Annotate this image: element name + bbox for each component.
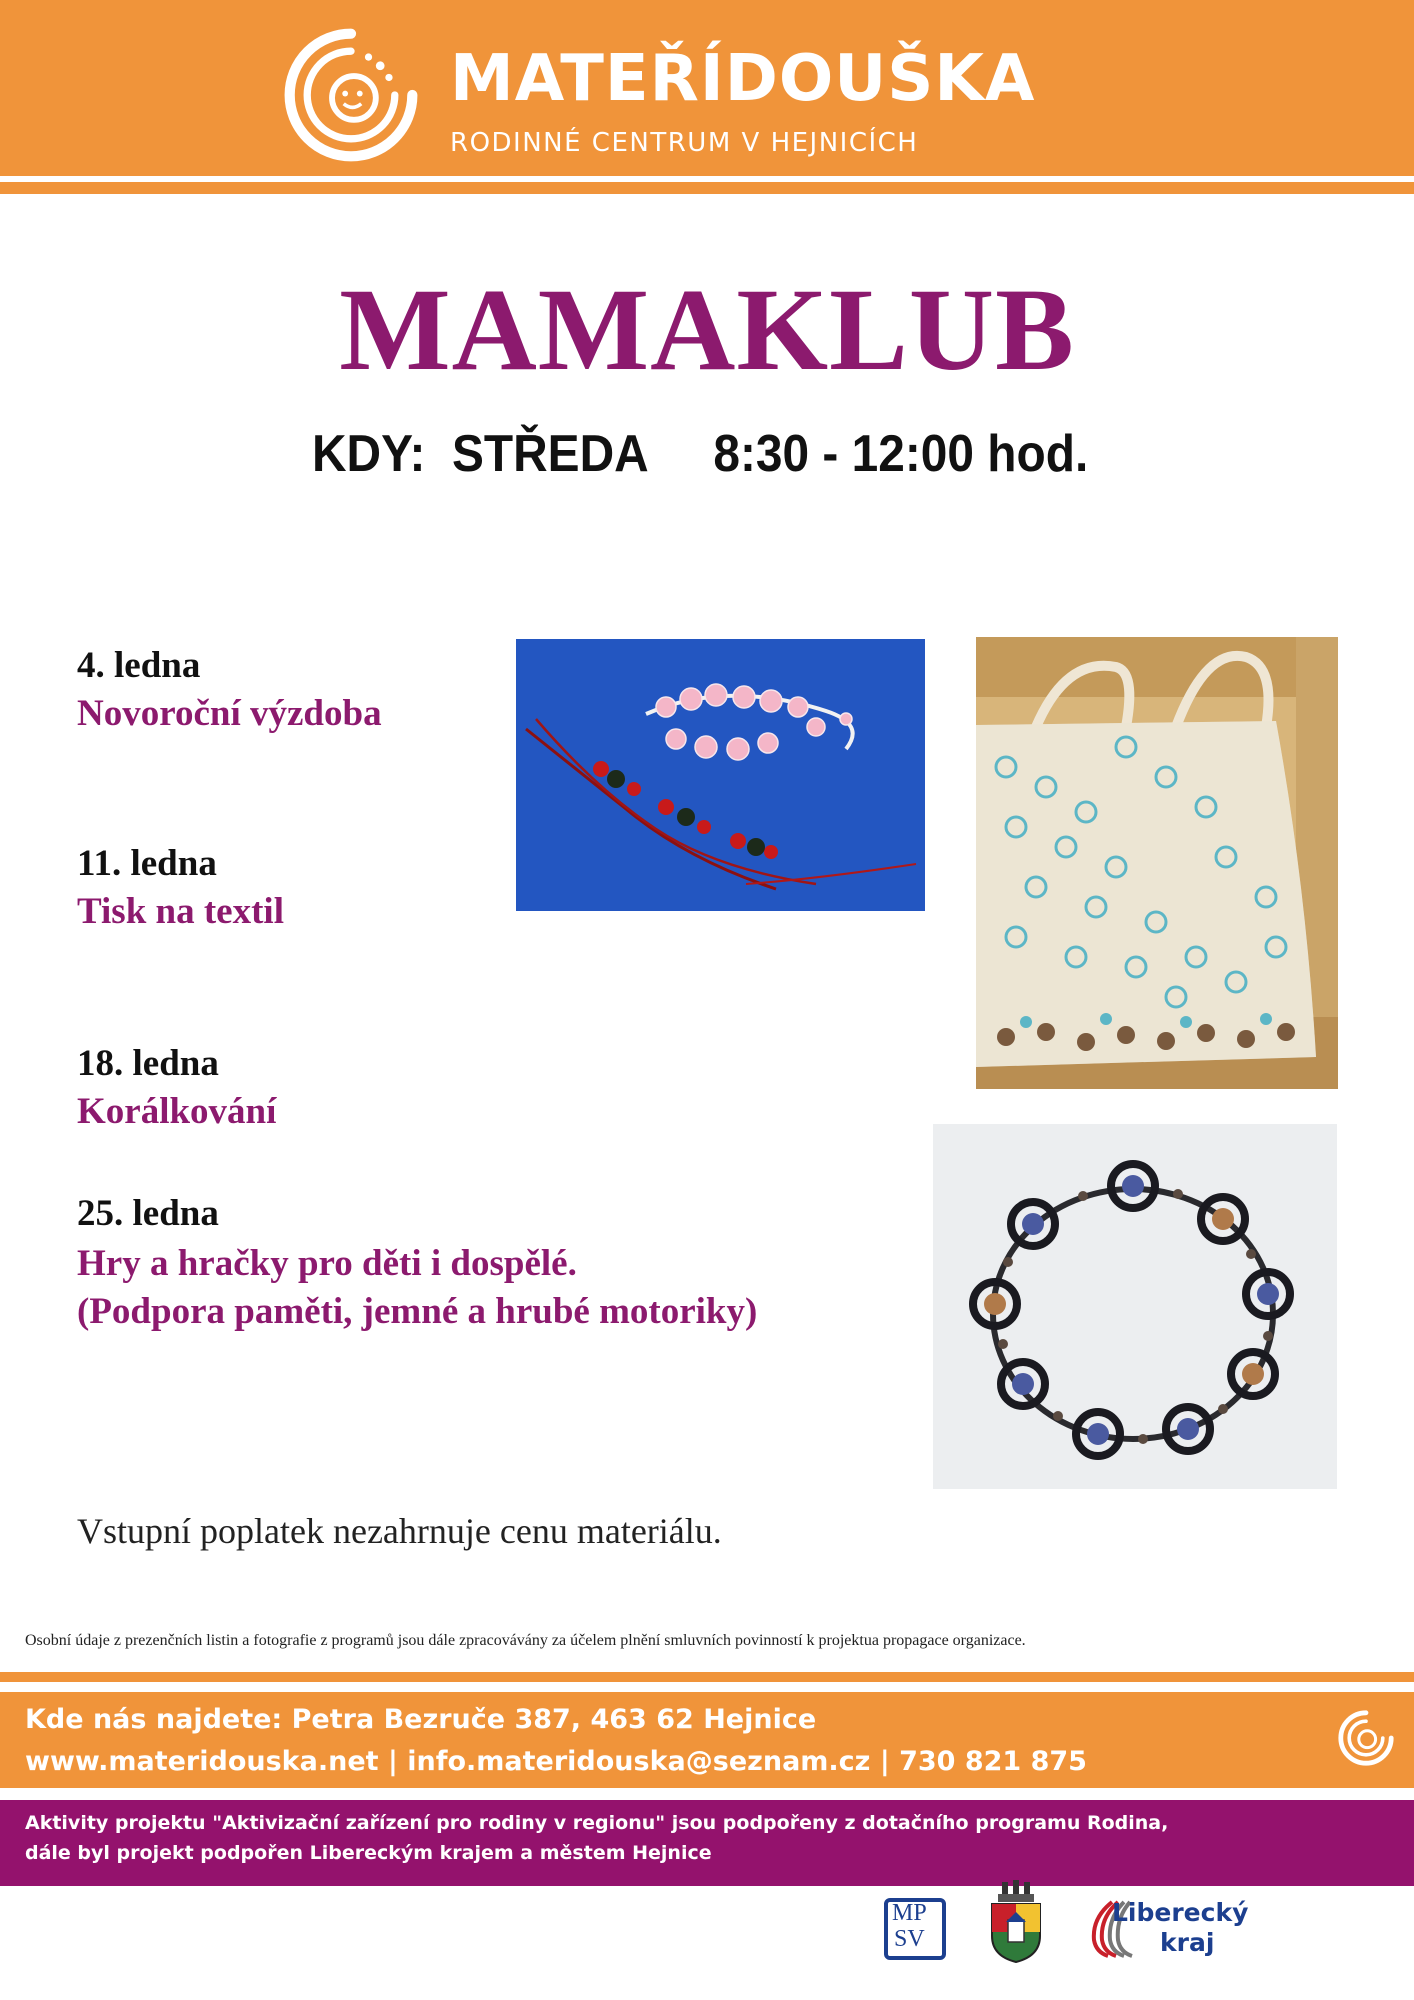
schedule-activity: Hry a hračky pro děti i dospělé. [77,1243,577,1284]
mpsv-logo-bottom: SV [894,1926,925,1952]
schedule-date: 18. ledna [77,1043,219,1084]
when-label: KDY: [312,425,426,483]
schedule-date: 25. ledna [77,1193,219,1234]
schedule-date: 11. ledna [77,843,217,884]
schedule-activity: Korálkování [77,1091,277,1132]
spiral-face-logo-icon [1336,1708,1396,1768]
schedule-date: 4. ledna [77,645,201,686]
schedule-activity-note: (Podpora paměti, jemné a hrubé motoriky) [77,1291,758,1332]
printed-tote-bag-photo [976,637,1338,1089]
address-label: Kde nás najdete: [25,1704,283,1735]
lk-line-1: Liberecký [1112,1898,1249,1927]
header-divider [0,182,1414,194]
event-day: STŘEDA [451,425,647,483]
lk-line-2: kraj [1160,1928,1215,1957]
bracelets-on-blue-photo [516,639,925,911]
separator: | [879,1746,890,1777]
privacy-disclaimer: Osobní údaje z prezenčních listin a fotografie z programů jsou dále zpracovávány za účelem plnění smluvních povinností k projektua propagace organizace. [25,1632,1026,1649]
funding-bar [0,1800,1414,1886]
hejnice-crest-icon [986,1880,1046,1964]
funding-line-2: dále byl projekt podpořen Libereckým krajem a městem Hejnice [25,1842,712,1864]
header-banner [0,0,1414,176]
flower-bead-bracelet-photo [933,1124,1337,1489]
website-link[interactable]: www.materidouska.net [25,1746,379,1777]
schedule-activity: Tisk na textil [77,891,284,932]
liberecky-kraj-text [1112,1898,1248,1958]
brand-name: MATEŘÍDOUŠKA [450,42,1036,116]
address-line [25,1704,816,1735]
contact-divider [0,1672,1414,1682]
fee-note: Vstupní poplatek nezahrnuje cenu materiálu. [77,1511,722,1551]
spiral-face-logo-icon [278,22,424,168]
address: Petra Bezruče 387, 463 62 Hejnice [291,1704,817,1735]
event-hours: 8:30 - 12:00 hod. [713,425,1089,483]
email-link[interactable]: info.materidouska@seznam.cz [407,1746,871,1777]
contact-line [25,1746,1087,1777]
event-title: MAMAKLUB [339,264,1075,395]
schedule-activity: Novoroční výzdoba [77,693,382,734]
funding-line-1: Aktivity projektu "Aktivizační zařízení pro rodiny v regionu" jsou podpořeny z dotačního programu Rodina, [25,1812,1169,1834]
mpsv-logo [884,1898,946,1960]
mpsv-logo-top: MP [892,1900,927,1926]
contact-bar [0,1692,1414,1788]
event-time [312,424,1088,484]
brand-subtitle: RODINNÉ CENTRUM V HEJNICÍCH [450,128,919,158]
phone-number: 730 821 875 [899,1746,1087,1777]
separator: | [387,1746,398,1777]
